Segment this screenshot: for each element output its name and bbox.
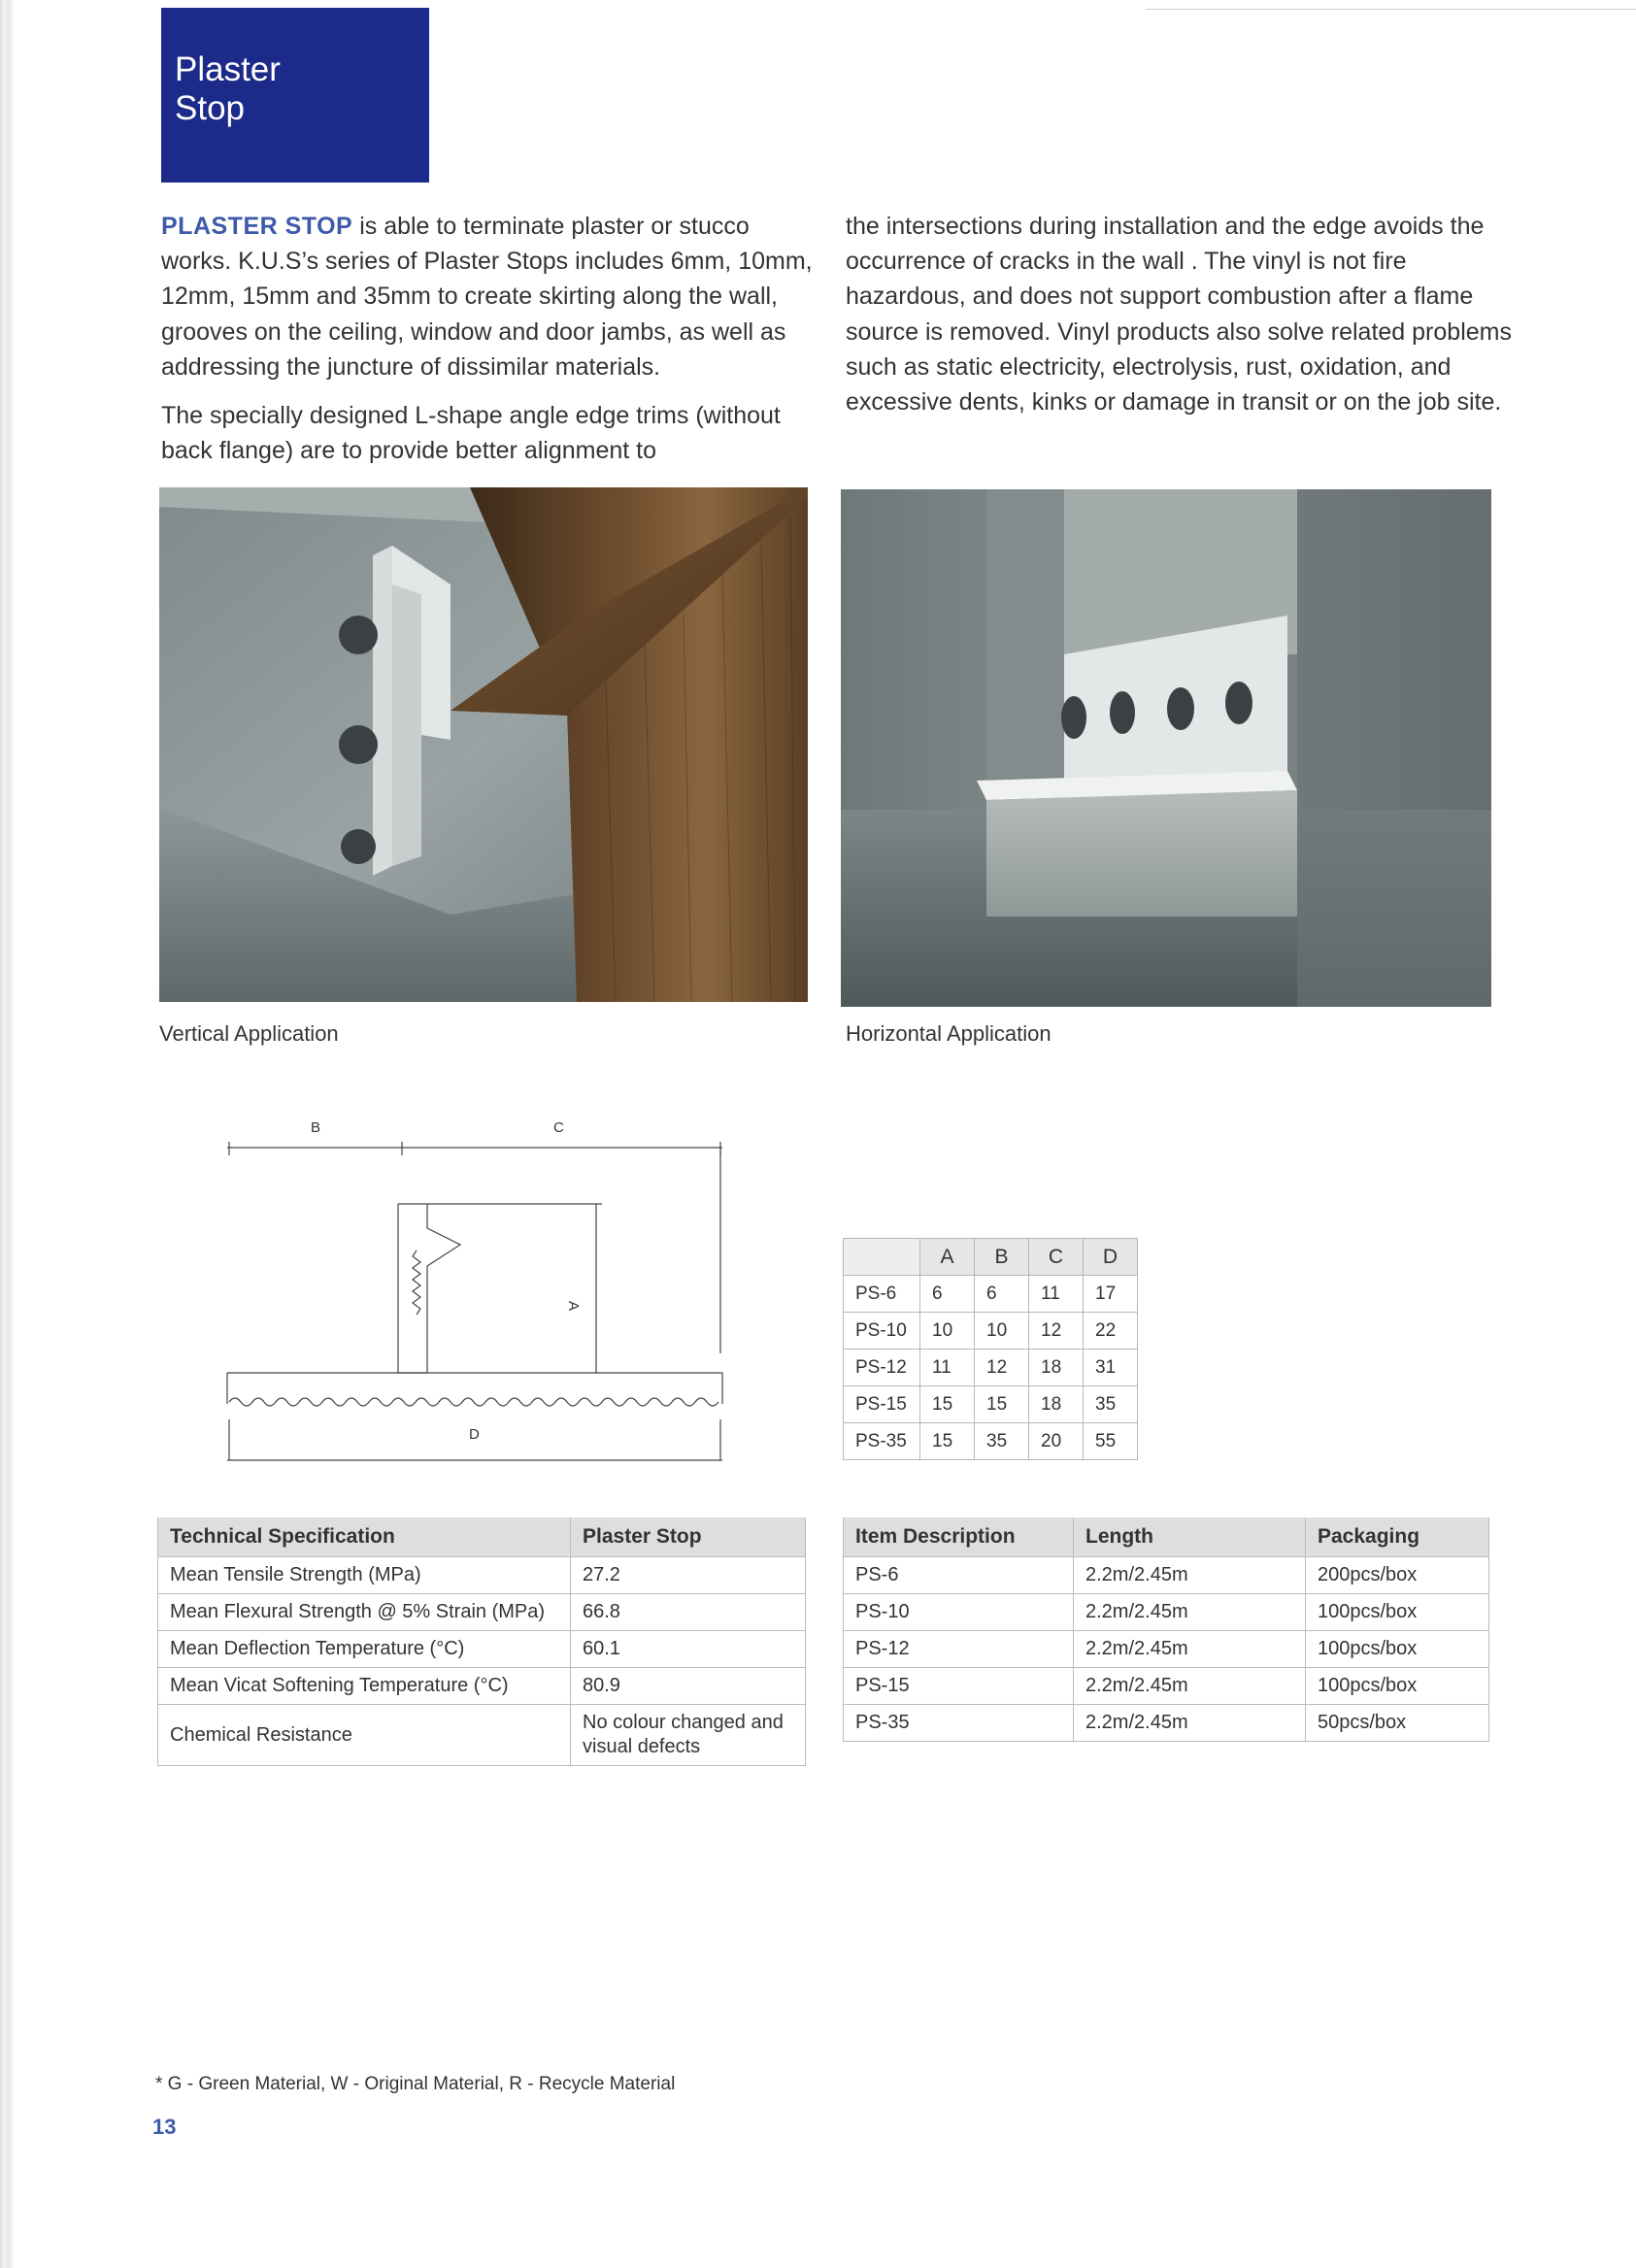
items-cell-item: PS-15	[844, 1668, 1074, 1705]
items-header-item: Item Description	[844, 1518, 1074, 1557]
items-row	[844, 1557, 1489, 1594]
items-cell-length: 2.2m/2.45m	[1074, 1668, 1306, 1705]
diagram-label-d: D	[469, 1426, 480, 1443]
dimensions-header-b: B	[975, 1239, 1029, 1276]
horizontal-application-photo	[841, 489, 1491, 1007]
spec-row-value	[571, 1705, 806, 1766]
intro-lead: PLASTER STOP	[161, 213, 353, 240]
title-line-2: Stop	[175, 89, 245, 127]
dimensions-cell-c: 18	[1029, 1350, 1084, 1386]
dimensions-cell-a: 15	[920, 1423, 975, 1460]
items-cell-length: 2.2m/2.45m	[1074, 1557, 1306, 1594]
spec-row-label: Chemical Resistance	[158, 1705, 571, 1766]
items-cell-packaging: 100pcs/box	[1306, 1631, 1489, 1668]
spec-row-value-line-2: visual defects	[583, 1736, 701, 1757]
page-title	[175, 50, 281, 128]
items-row	[844, 1631, 1489, 1668]
dimensions-header-blank	[844, 1239, 920, 1276]
intro-paragraph-1	[161, 209, 821, 384]
dimensions-cell-a: 6	[920, 1276, 975, 1313]
spec-header-label: Technical Specification	[158, 1518, 571, 1557]
dimensions-table	[843, 1238, 1138, 1460]
dimensions-cell-a: 15	[920, 1386, 975, 1423]
dimensions-cell-c: 18	[1029, 1386, 1084, 1423]
items-cell-packaging: 50pcs/box	[1306, 1705, 1489, 1742]
spec-row	[158, 1631, 806, 1668]
dimensions-cell-d: 35	[1084, 1386, 1138, 1423]
items-cell-length: 2.2m/2.45m	[1074, 1594, 1306, 1631]
dimensions-header-c: C	[1029, 1239, 1084, 1276]
dimensions-cell-b: 6	[975, 1276, 1029, 1313]
items-cell-item: PS-35	[844, 1705, 1074, 1742]
items-cell-item: PS-10	[844, 1594, 1074, 1631]
caption-vertical-application: Vertical Application	[159, 1021, 339, 1046]
spec-header-row	[158, 1518, 806, 1557]
spec-row	[158, 1594, 806, 1631]
dimensions-cell-c: 11	[1029, 1276, 1084, 1313]
item-description-table	[843, 1518, 1489, 1742]
spec-row-value: 80.9	[571, 1668, 806, 1705]
dimensions-row	[844, 1386, 1138, 1423]
items-cell-length: 2.2m/2.45m	[1074, 1705, 1306, 1742]
items-cell-item: PS-12	[844, 1631, 1074, 1668]
technical-specification-table	[157, 1518, 806, 1766]
dimensions-header-a: A	[920, 1239, 975, 1276]
items-header-row	[844, 1518, 1489, 1557]
spec-row-label: Mean Vicat Softening Temperature (°C)	[158, 1668, 571, 1705]
profile-dimension-diagram	[217, 1107, 742, 1472]
items-row	[844, 1594, 1489, 1631]
spec-row	[158, 1557, 806, 1594]
dimensions-cell-c: 12	[1029, 1313, 1084, 1350]
page-binding-edge	[0, 0, 14, 2268]
dimensions-row	[844, 1313, 1138, 1350]
dimensions-row-label: PS-35	[844, 1423, 920, 1460]
spec-header-value: Plaster Stop	[571, 1518, 806, 1557]
spec-row	[158, 1705, 806, 1766]
dimensions-cell-b: 35	[975, 1423, 1029, 1460]
items-cell-packaging: 200pcs/box	[1306, 1557, 1489, 1594]
dimensions-header-row	[844, 1239, 1138, 1276]
intro-paragraph-2: The specially designed L-shape angle edge trims (without back flange) are to provide better alignment to	[161, 402, 781, 465]
dimensions-cell-b: 15	[975, 1386, 1029, 1423]
items-cell-packaging: 100pcs/box	[1306, 1668, 1489, 1705]
vertical-application-photo	[159, 487, 808, 1002]
items-row	[844, 1668, 1489, 1705]
intro-paragraph-1-text: is able to terminate plaster or stucco works. K.U.S’s series of Plaster Stops includes 6mm, 10mm, 12mm, 15mm and 35mm to create skirting along the wall, grooves on the ceiling, window and door jambs, as well as addressing the juncture of dissimilar materials.	[161, 213, 813, 381]
spec-row	[158, 1668, 806, 1705]
dimensions-row-label: PS-15	[844, 1386, 920, 1423]
spec-row-value: 66.8	[571, 1594, 806, 1631]
dimensions-row	[844, 1276, 1138, 1313]
items-cell-packaging: 100pcs/box	[1306, 1594, 1489, 1631]
dimensions-row	[844, 1350, 1138, 1386]
dimensions-cell-c: 20	[1029, 1423, 1084, 1460]
items-header-packaging: Packaging	[1306, 1518, 1489, 1557]
dimensions-row-label: PS-12	[844, 1350, 920, 1386]
caption-horizontal-application: Horizontal Application	[846, 1021, 1052, 1046]
dimensions-cell-a: 10	[920, 1313, 975, 1350]
dimensions-cell-a: 11	[920, 1350, 975, 1386]
dimensions-header-d: D	[1084, 1239, 1138, 1276]
material-footnote: * G - Green Material, W - Original Material, R - Recycle Material	[155, 2074, 676, 2094]
dimensions-cell-d: 22	[1084, 1313, 1138, 1350]
title-box	[161, 8, 429, 183]
dimensions-row	[844, 1423, 1138, 1460]
dimensions-cell-d: 55	[1084, 1423, 1138, 1460]
page-number: 13	[152, 2115, 177, 2139]
items-header-length: Length	[1074, 1518, 1306, 1557]
diagram-label-c: C	[553, 1119, 564, 1136]
intro-paragraph-3: the intersections during installation and the edge avoids the occurrence of cracks in the wall . The vinyl is not fire hazardous, and does not support combustion after a flame source is removed. Vinyl products also solve related problems such as static electricity, electrolysis, rust, oxidation, and excessive dents, kinks or damage in transit or on the job site.	[846, 213, 1512, 417]
items-cell-item: PS-6	[844, 1557, 1074, 1594]
spec-row-value: 27.2	[571, 1557, 806, 1594]
dimensions-cell-b: 10	[975, 1313, 1029, 1350]
spec-row-label: Mean Tensile Strength (MPa)	[158, 1557, 571, 1594]
items-cell-length: 2.2m/2.45m	[1074, 1631, 1306, 1668]
items-row	[844, 1705, 1489, 1742]
diagram-label-a: A	[565, 1301, 582, 1312]
top-rule	[1146, 9, 1636, 10]
dimensions-row-label: PS-6	[844, 1276, 920, 1313]
dimensions-cell-d: 31	[1084, 1350, 1138, 1386]
spec-row-label: Mean Flexural Strength @ 5% Strain (MPa)	[158, 1594, 571, 1631]
spec-row-label: Mean Deflection Temperature (°C)	[158, 1631, 571, 1668]
title-line-1: Plaster	[175, 50, 281, 88]
spec-row-value-line-1: No colour changed and	[583, 1712, 784, 1733]
spec-row-value: 60.1	[571, 1631, 806, 1668]
dimensions-cell-b: 12	[975, 1350, 1029, 1386]
dimensions-row-label: PS-10	[844, 1313, 920, 1350]
diagram-label-b: B	[311, 1119, 321, 1136]
dimensions-cell-d: 17	[1084, 1276, 1138, 1313]
